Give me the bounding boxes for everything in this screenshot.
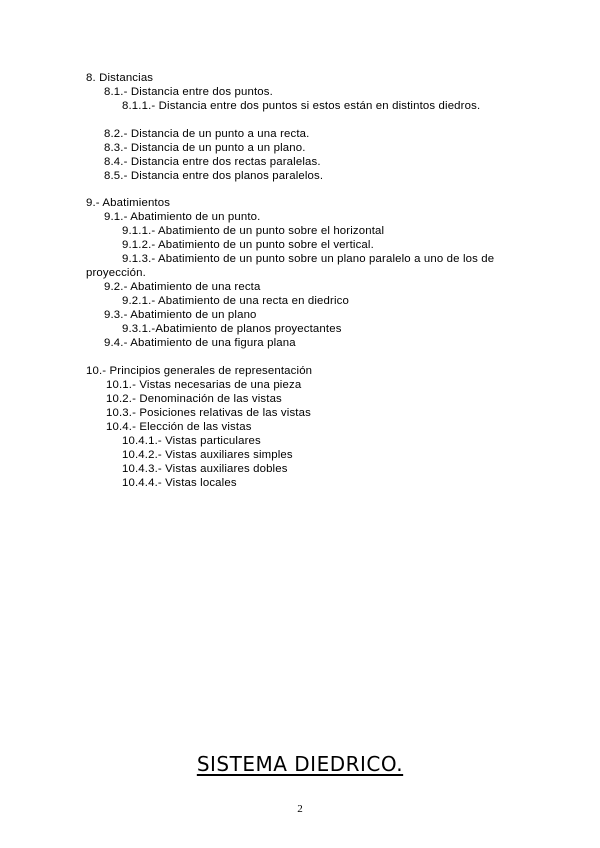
toc-item-8-1: 8.1.- Distancia entre dos puntos. [104,86,273,98]
toc-item-9-1-2: 9.1.2.- Abatimiento de un punto sobre el vertical. [122,239,374,251]
page-number: 2 [297,803,303,815]
toc-item-8-4: 8.4.- Distancia entre dos rectas paralelas. [104,156,321,168]
toc-item-10-4: 10.4.- Elección de las vistas [106,421,252,433]
toc-item-8-3: 8.3.- Distancia de un punto a un plano. [104,142,306,154]
toc-item-10-4-2: 10.4.2.- Vistas auxiliares simples [122,449,293,461]
chapter-title: SISTEMA DIEDRICO. [196,752,404,776]
toc-section-8: 8. Distancias [86,72,154,84]
toc-item-8-1-1: 8.1.1.- Distancia entre dos puntos si estos están en distintos diedros. [122,100,481,112]
toc-item-10-4-3: 10.4.3.- Vistas auxiliares dobles [122,463,288,475]
toc-item-10-4-1: 10.4.1.- Vistas particulares [122,435,261,447]
toc-item-10-4-4: 10.4.4.- Vistas locales [122,477,237,489]
toc-item-10-2: 10.2.- Denominación de las vistas [106,393,282,405]
toc-item-9-2-1: 9.2.1.- Abatimiento de una recta en diedrico [122,295,349,307]
toc-item-9-1-3: 9.1.3.- Abatimiento de un punto sobre un plano paralelo a uno de los de [122,253,495,265]
toc-section-9: 9.- Abatimientos [86,197,171,209]
toc-item-8-5: 8.5.- Distancia entre dos planos paralelos. [104,170,324,182]
toc-item-8-2: 8.2.- Distancia de un punto a una recta. [104,128,310,140]
toc-item-10-1: 10.1.- Vistas necesarias de una pieza [106,379,302,391]
toc-item-9-1-1: 9.1.1.- Abatimiento de un punto sobre el horizontal [122,225,385,237]
toc-item-9-3: 9.3.- Abatimiento de un plano [104,309,257,321]
toc-item-9-4: 9.4.- Abatimiento de una figura plana [104,337,296,349]
toc-item-9-1-3-continued: proyección. [86,267,146,279]
toc-item-9-1: 9.1.- Abatimiento de un punto. [104,211,261,223]
toc-item-9-3-1: 9.3.1.-Abatimiento de planos proyectantes [122,323,342,335]
toc-item-9-2: 9.2.- Abatimiento de una recta [104,281,261,293]
toc-item-10-3: 10.3.- Posiciones relativas de las vistas [106,407,311,419]
toc-section-10: 10.- Principios generales de representación [86,365,313,377]
